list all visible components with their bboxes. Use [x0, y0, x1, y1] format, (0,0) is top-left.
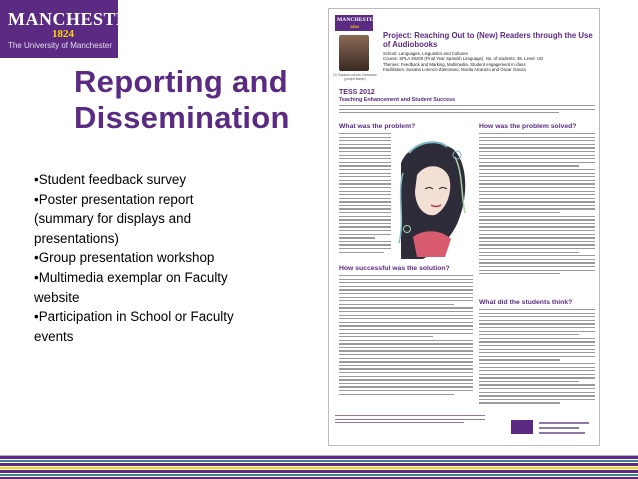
- presenter-photo: [339, 35, 369, 71]
- poster-logo-wordmark: MANCHESTER: [337, 17, 378, 23]
- poster-body-problem: [339, 133, 391, 255]
- poster-body-solution: [479, 133, 595, 277]
- bullet-line: •Student feedback survey: [34, 172, 187, 187]
- poster-meta-line: Facilitators: Susana Lorenzo-Zamorano, Noelia Alcarazo and Óscar García: [383, 67, 526, 73]
- photo-caption: Dr Susana Lorenzo-Zamorano (project leader): [333, 73, 377, 81]
- bullet-line: •Participation in School or Faculty: [34, 309, 234, 325]
- poster-meta-line: School: Languages, Linguistics and Cultures: [383, 51, 468, 56]
- poster-footer-logos: [509, 417, 595, 437]
- poster-body-success: [339, 275, 473, 397]
- slide-title-line-2: Dissemination: [74, 100, 290, 135]
- poster-intro-text: [339, 105, 595, 117]
- poster-meta-line: Course: SPLA 30200 (Final Year Spanish Language). No. of students: 35. Level: UG: [383, 56, 544, 62]
- university-logo: [0, 0, 143, 58]
- footer-stripe-bar: [0, 455, 638, 479]
- poster-meta-line: Themes: Feedback and Marking, Multimedia, Student engagement in class: [383, 61, 526, 67]
- bullet-line: •Poster presentation report: [34, 191, 194, 207]
- poster-project-title: Project: Reaching Out to (New) Readers through the Use of Audiobooks: [383, 31, 593, 49]
- poster-image: [328, 8, 600, 446]
- logo-year: 1824: [52, 28, 74, 40]
- poster-tess-subtitle: Teaching Enhancement and Student Success: [339, 97, 456, 103]
- poster-footer: [333, 413, 597, 443]
- poster-meta: [383, 51, 595, 73]
- poster-heading-solution: How was the problem solved?: [479, 123, 577, 130]
- slide-title-line-1: Reporting and: [74, 64, 288, 99]
- poster-tess-title: TESS 2012: [339, 89, 375, 96]
- illustration-woman-reading: [395, 133, 473, 263]
- poster-logo: [335, 15, 378, 31]
- bullet-line: (summary for displays and: [34, 211, 192, 227]
- bullet-line: events: [34, 328, 74, 344]
- slide-title: [74, 64, 304, 136]
- bullet-list: [34, 170, 316, 346]
- logo-wordmark: MANCHESTER: [8, 9, 143, 29]
- poster-heading-students: What did the students think?: [479, 299, 573, 306]
- poster-body-students: [479, 309, 595, 406]
- poster-heading-problem: What was the problem?: [339, 123, 416, 130]
- bullet-line: •Group presentation workshop: [34, 250, 215, 266]
- bullet-line: presentations): [34, 230, 119, 246]
- poster-heading-success: How successful was the solution?: [339, 265, 450, 272]
- bullet-line: website: [34, 289, 80, 305]
- poster-logo-year: 1824: [350, 24, 359, 29]
- bullet-line: •Multimedia exemplar on Faculty: [34, 269, 228, 285]
- logo-tagline: The University of Manchester: [8, 41, 113, 50]
- poster-footer-text: [335, 415, 485, 426]
